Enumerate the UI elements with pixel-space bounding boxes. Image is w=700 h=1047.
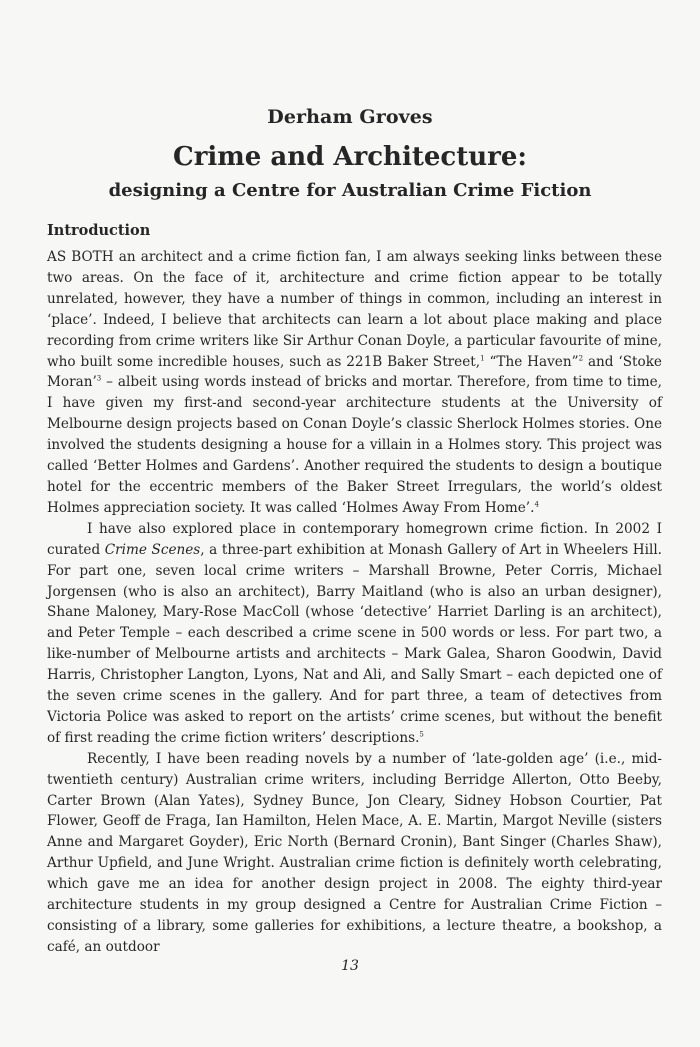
footnote-marker-1: 1 xyxy=(480,354,485,362)
paragraph-1 xyxy=(47,247,662,519)
paragraph-2-text-a: I have also explored place in contemporary homegrown crime fiction. In 2002 I curated xyxy=(47,520,662,558)
paragraph-1-text-d: – albeit using words instead of bricks and mortar. Therefore, from time to time, I have given my first-and second-year architecture students at the University of Melbourne design projects based on Conan Doyle’s classic Sherlock Holmes stories. One involved the students designing a house for a villain in a Holmes story. This project was called ‘Better Holmes and Gardens’. Another required the students to design a boutique hotel for the eccentric members of the Baker Street Irregulars, the world’s oldest Holmes appreciation society. It was called ‘Holmes Away From Home’. xyxy=(47,374,662,516)
paragraph-3 xyxy=(47,749,662,958)
paragraph-2-text-b: , a three-part exhibition at Monash Gallery of Art in Wheelers Hill. For part one, seven local crime writers – Marshall Browne, Peter Corris, Michael Jorgensen (who is also an architect), Barry Maitland (who is also an urban designer), Shane Maloney, Mary-Rose MacColl (whose ‘detective’ Harriet Darling is an architect), and Peter Temple – each described a crime scene in 500 words or less. For part two, a like-number of Melbourne artists and architects – Mark Galea, Sharon Goodwin, David Harris, Christopher Langton, Lyons, Nat and Ali, and Sally Smart – each depicted one of the seven crime scenes in the gallery. And for part three, a team of detectives from Victoria Police was asked to report on the artists’ crime scenes, but without the benefit of first reading the crime fiction writers’ descriptions. xyxy=(47,541,662,746)
section-heading: Introduction xyxy=(47,222,151,239)
paragraph-1-text-b: “The Haven” xyxy=(484,353,579,370)
paragraph-1-text-a: AS BOTH an architect and a crime fiction fan, I am always seeking links between these two areas. On the face of it, architecture and crime fiction appear to be totally unrelated, however, they have a number of things in common, including an interest in ‘place’. Indeed, I believe that architects can learn a lot about place making and place recording from crime writers like Sir Arthur Conan Doyle, a particular favourite of mine, who built some incredible houses, such as 221B Baker Street, xyxy=(47,249,662,370)
footnote-marker-3: 3 xyxy=(96,374,102,383)
article-subtitle: designing a Centre for Australian Crime Fiction xyxy=(108,180,592,201)
article-title: Crime and Architecture: xyxy=(173,142,527,172)
footnote-marker-5: 5 xyxy=(419,730,424,739)
page-number: 13 xyxy=(341,958,359,974)
paragraph-1-text-c: and ‘Stoke Moran’ xyxy=(47,353,662,391)
body-text xyxy=(47,247,662,958)
footnote-marker-4: 4 xyxy=(534,500,539,509)
paragraph-3-text: Recently, I have been reading novels by a number of ‘late-golden age’ (i.e., mid-twentieth century) Australian crime writers, including Berridge Allerton, Otto Beeby, Carter Brown (Alan Yates), Sydney Bunce, Jon Cleary, Sidney Hobson Courtier, Pat Flower, Geoff de Fraga, Ian Hamilton, Helen Mace, A. E. Martin, Margot Neville (sisters Anne and Margaret Goyder), Eric North (Bernard Cronin), Bant Singer (Charles Shaw), Arthur Upfield, and June Wright. Australian crime fiction is definitely worth celebrating, which gave me an idea for another design project in 2008. The eighty third-year architecture students in my group designed a Centre for Australian Crime Fiction – consisting of a library, some galleries for exhibitions, a lecture theatre, a bookshop, a café, an outdoor xyxy=(47,750,662,955)
footnote-marker-2: 2 xyxy=(578,354,584,362)
paragraph-2 xyxy=(47,519,662,749)
author-name: Derham Groves xyxy=(267,106,433,128)
exhibition-title: Crime Scenes xyxy=(104,541,201,558)
